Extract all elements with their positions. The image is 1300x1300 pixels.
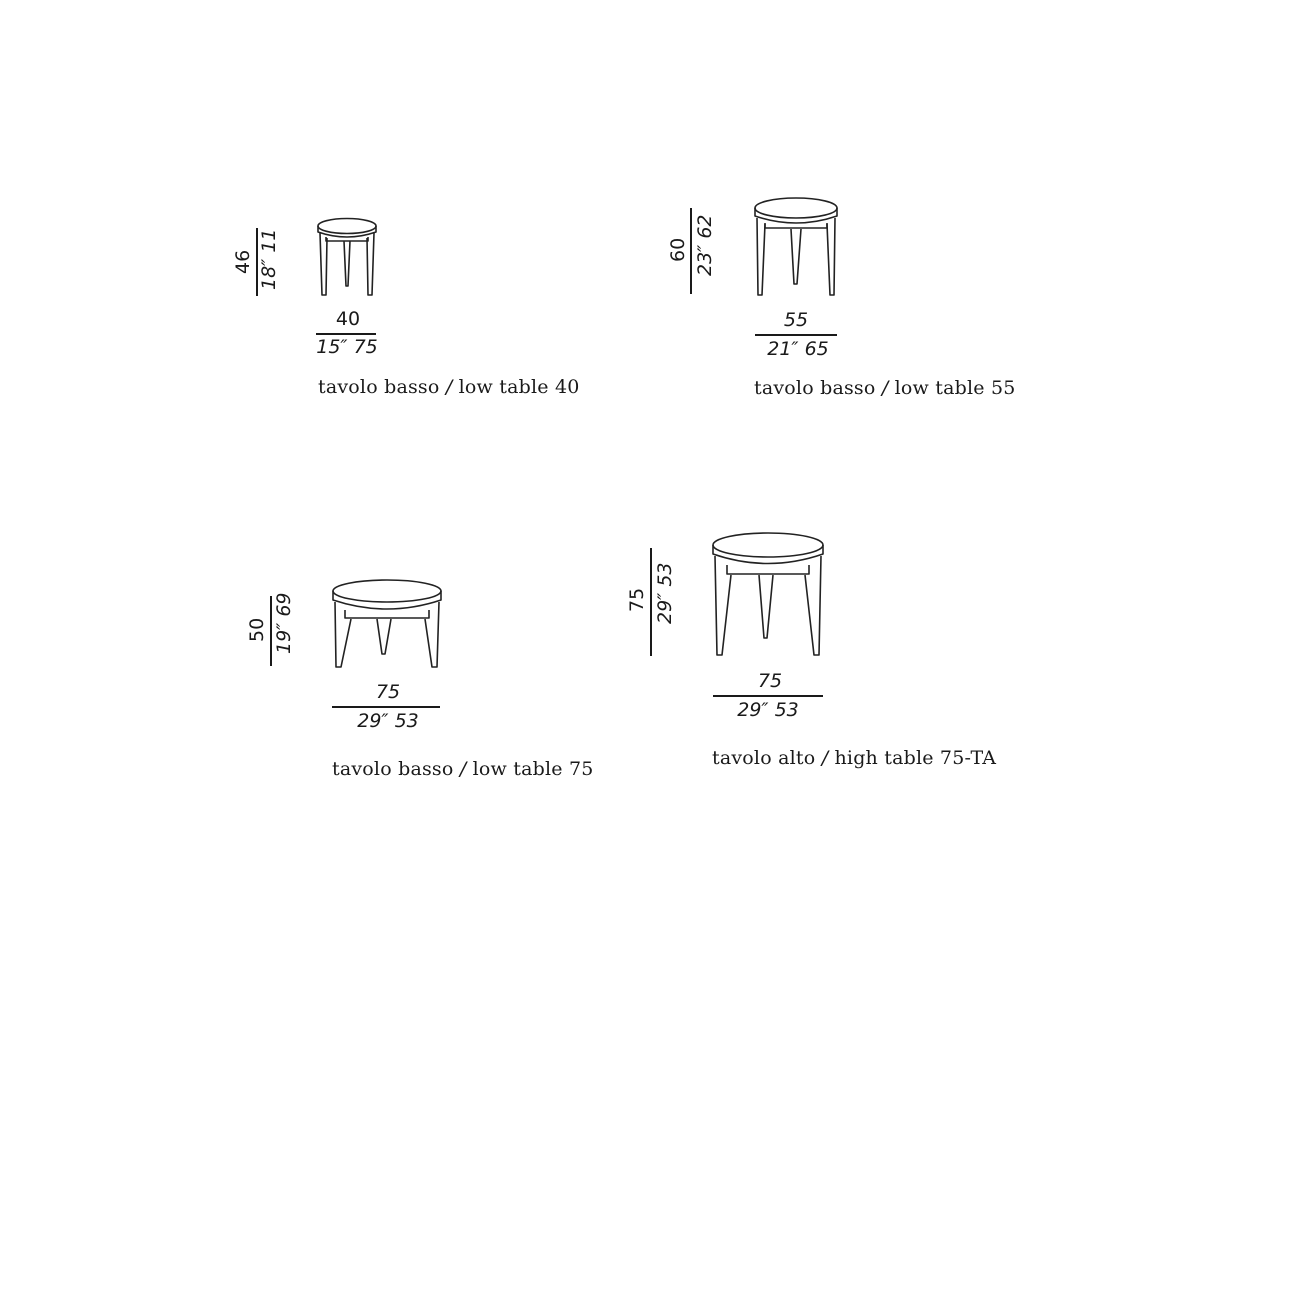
width-line <box>332 706 440 708</box>
table-caption <box>754 377 1016 399</box>
height-line <box>270 596 272 666</box>
caption-english: low table 55 <box>894 377 1016 399</box>
width-in-label: 15″ 75 <box>316 336 378 358</box>
caption-italian: tavolo basso <box>754 377 876 399</box>
caption-separator: / <box>821 747 829 769</box>
width-in-label: 29″ 53 <box>357 710 419 732</box>
caption-english: low table 40 <box>458 376 580 398</box>
height-cm-label: 75 <box>626 587 648 612</box>
height-in-label: 18″ 11 <box>258 228 280 290</box>
caption-italian: tavolo basso <box>318 376 440 398</box>
caption-italian: tavolo alto <box>712 747 816 769</box>
table-caption <box>332 758 594 780</box>
height-line <box>690 208 692 294</box>
width-cm-label: 75 <box>375 681 401 703</box>
caption-separator: / <box>459 758 467 780</box>
height-in-label: 23″ 62 <box>694 214 716 276</box>
table-drawing-low-40 <box>314 216 380 300</box>
width-cm-label: 55 <box>783 309 809 331</box>
height-line <box>650 548 652 656</box>
width-in-label: 29″ 53 <box>737 699 799 721</box>
height-cm-label: 60 <box>667 237 689 262</box>
caption-italian: tavolo basso <box>332 758 454 780</box>
table-caption <box>318 376 580 398</box>
caption-english: low table 75 <box>472 758 594 780</box>
table-caption <box>712 747 996 769</box>
height-cm-label: 50 <box>246 617 268 642</box>
width-line <box>316 333 376 335</box>
table-drawing-low-55 <box>751 196 841 300</box>
caption-separator: / <box>445 376 453 398</box>
width-cm-label: 75 <box>757 670 783 692</box>
caption-english: high table 75-TA <box>834 747 997 769</box>
height-cm-label: 46 <box>232 249 254 274</box>
width-line <box>713 695 823 697</box>
width-cm-label: 40 <box>335 308 361 330</box>
table-drawing-high-75-ta <box>709 530 827 660</box>
width-line <box>755 334 837 336</box>
height-in-label: 19″ 69 <box>273 592 295 654</box>
caption-separator: / <box>881 377 889 399</box>
width-in-label: 21″ 65 <box>767 338 829 360</box>
height-in-label: 29″ 53 <box>654 562 676 624</box>
table-drawing-low-75 <box>329 578 445 672</box>
